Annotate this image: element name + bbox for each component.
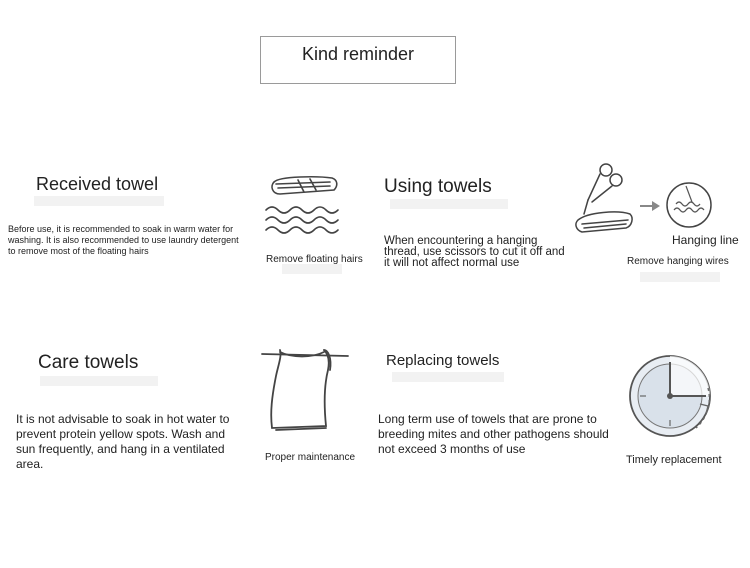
hanging-line-label: Hanging line [672, 233, 739, 247]
section-text-care: It is not advisable to soak in hot water to prevent protein yellow spots. Wash and sun frequently, and hang in a ventilated area. [16, 412, 230, 471]
caption-shadow [640, 272, 720, 282]
clock-icon [624, 348, 720, 444]
section-caption-received: Remove floating hairs [266, 254, 363, 265]
section-caption-replacing: Timely replacement [626, 454, 722, 466]
section-text-replacing: Long term use of towels that are prone to breeding mites and other pathogens should not exceed 3 months of use [378, 412, 609, 456]
section-caption-using: Remove hanging wires [627, 256, 729, 267]
section-text-received: Before use, it is recommended to soak in warm water for washing. It is also recommended to use laundry detergent to remove most of the floating hairs [8, 224, 239, 256]
section-heading-using: Using towels [384, 176, 492, 197]
heading-shadow [40, 376, 158, 386]
section-caption-care: Proper maintenance [265, 452, 356, 463]
section-heading-care: Care towels [38, 352, 139, 373]
heading-shadow [34, 196, 164, 206]
caption-shadow [282, 264, 342, 274]
arrow-right-icon [640, 200, 662, 212]
hanging-towel-icon [262, 346, 352, 434]
heading-shadow [390, 199, 508, 209]
towel-wave-icon [258, 172, 354, 242]
section-heading-received: Received towel [36, 174, 159, 194]
heading-shadow [392, 372, 504, 382]
section-heading-replacing: Replacing towels [386, 352, 500, 369]
section-text-using: When encountering a hanging thread, use scissors to cut it off and it will not affect normal use [384, 235, 565, 269]
title-box [260, 36, 456, 84]
page-title: Kind reminder [301, 44, 415, 64]
magnifier-icon [664, 180, 714, 230]
